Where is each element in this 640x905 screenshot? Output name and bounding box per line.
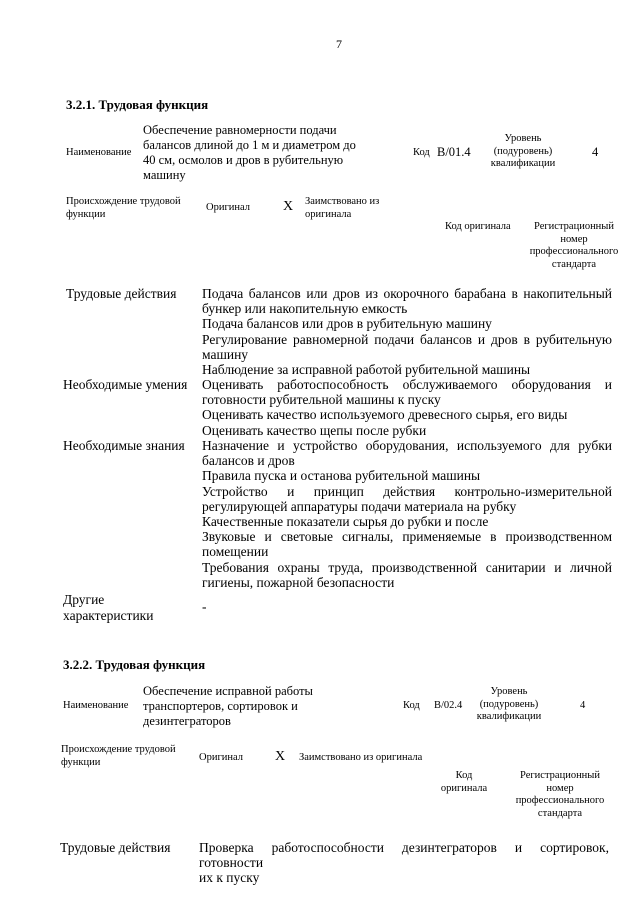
code-label: Код bbox=[403, 700, 420, 711]
code-value: B/01.4 bbox=[437, 145, 471, 159]
qualification-level-label: Уровень (подуровень) квалификации bbox=[490, 133, 556, 169]
list-item: Устройство и принцип действия контрольно-измерительной регулирующей аппаратуры подачи материала на рубку bbox=[202, 483, 612, 514]
list-item: Звуковые и световые сигналы, применяемые в производственном помещении bbox=[202, 529, 612, 560]
name-label: Наименование bbox=[66, 147, 132, 158]
list-item: Наблюдение за исправной работой рубительной машины bbox=[202, 362, 531, 378]
registration-number-label: Регистрационный номер профессионального стандарта bbox=[515, 770, 605, 819]
labor-actions-list bbox=[199, 840, 609, 886]
list-item: Оценивать работоспособность обслуживаемого оборудования и готовности рубительной машины к пуску bbox=[202, 377, 612, 408]
name-label: Наименование bbox=[63, 700, 129, 711]
original-code-label: Код оригинала bbox=[440, 770, 488, 794]
function-name: Обеспечение исправной работы транспортеров, сортировок и дезинтеграторов bbox=[143, 684, 313, 728]
section-heading-1: 3.2.1. Трудовая функция bbox=[66, 97, 209, 112]
list-item: Требования охраны труда, производственной санитарии и личной гигиены, пожарной безопасности bbox=[202, 559, 612, 590]
list-item: Качественные показатели сырья до рубки и после bbox=[202, 514, 489, 530]
list-item: Оценивать качество щепы после рубки bbox=[202, 422, 427, 438]
qualification-level-value: 4 bbox=[580, 700, 586, 711]
labor-actions-label: Трудовые действия bbox=[66, 286, 177, 301]
original-label: Оригинал bbox=[199, 752, 243, 763]
registration-number-label: Регистрационный номер профессионального стандарта bbox=[529, 221, 619, 270]
other-characteristics-label: Другие характеристики bbox=[63, 592, 154, 623]
list-item: Подача балансов или дров из окорочного барабана в накопительный бункер или накопительную емкость bbox=[202, 286, 612, 317]
other-characteristics-value: - bbox=[202, 599, 207, 614]
list-item: Проверка работоспособности дезинтеграторов и сортировок, готовности их к пуску bbox=[199, 840, 609, 886]
original-x-mark: X bbox=[283, 199, 294, 214]
list-item: Подача балансов или дров в рубительную машину bbox=[202, 316, 492, 332]
list-item: Назначение и устройство оборудования, используемого для рубки балансов и дров bbox=[202, 438, 612, 469]
required-skills-label: Необходимые умения bbox=[63, 377, 188, 392]
origin-label: Происхождение трудовой функции bbox=[66, 196, 181, 220]
origin-label: Происхождение трудовой функции bbox=[61, 744, 176, 768]
original-label: Оригинал bbox=[206, 202, 250, 213]
code-label: Код bbox=[413, 147, 430, 158]
labor-actions-label: Трудовые действия bbox=[60, 840, 171, 855]
page-number: 7 bbox=[336, 37, 342, 51]
qualification-level-value: 4 bbox=[592, 145, 599, 159]
list-item: Оценивать качество используемого древесного сырья, его виды bbox=[202, 407, 568, 423]
section-heading-2: 3.2.2. Трудовая функция bbox=[63, 657, 206, 672]
original-x-mark: X bbox=[275, 749, 286, 764]
list-item: Правила пуска и останова рубительной машины bbox=[202, 468, 481, 484]
code-value: B/02.4 bbox=[434, 700, 463, 711]
list-item: Регулирование равномерной подачи балансов и дров в рубительную машину bbox=[202, 331, 612, 362]
qualification-level-label: Уровень (подуровень) квалификации bbox=[476, 686, 542, 722]
original-code-label: Код оригинала bbox=[445, 221, 511, 232]
required-skills-list bbox=[202, 377, 612, 438]
required-knowledge-label: Необходимые знания bbox=[63, 438, 185, 453]
borrowed-label: Заимствовано из оригинала bbox=[299, 752, 423, 763]
borrowed-label: Заимствовано из оригинала bbox=[305, 196, 380, 220]
function-name: Обеспечение равномерности подачи балансов длиной до 1 м и диаметром до 40 см, осмолов и дров в рубительную машину bbox=[143, 123, 356, 182]
labor-actions-list bbox=[202, 286, 612, 377]
required-knowledge-list bbox=[202, 438, 612, 590]
